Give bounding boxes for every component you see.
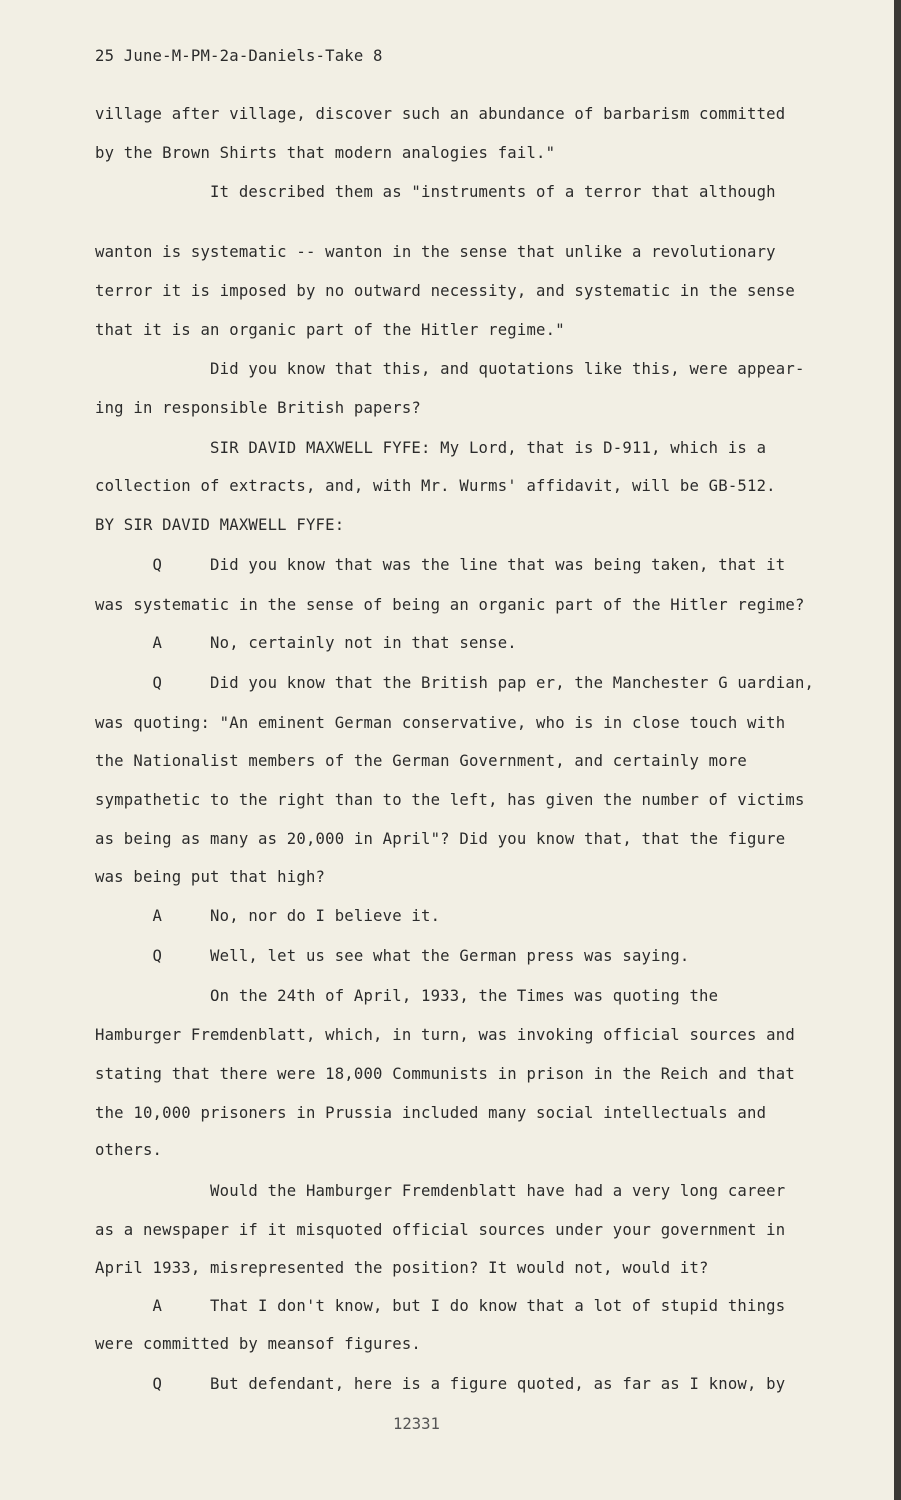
text-line: by the Brown Shirts that modern analogies fail." xyxy=(95,144,556,162)
text-line: that it is an organic part of the Hitler regime." xyxy=(95,321,565,339)
text-line: was systematic in the sense of being an organic part of the Hitler regime? xyxy=(95,596,805,614)
text-line: It described them as "instruments of a terror that although xyxy=(95,183,776,201)
text-line: the 10,000 prisoners in Prussia included many social intellectuals and xyxy=(95,1104,767,1122)
text-line: terror it is imposed by no outward necessity, and systematic in the sense xyxy=(95,282,795,300)
text-line: Hamburger Fremdenblatt, which, in turn, was invoking official sources and xyxy=(95,1026,795,1044)
text-line: sympathetic to the right than to the left, has given the number of victims xyxy=(95,791,805,809)
text-line: stating that there were 18,000 Communists in prison in the Reich and that xyxy=(95,1065,795,1083)
text-line: village after village, discover such an abundance of barbarism committed xyxy=(95,105,786,123)
text-line: A No, certainly not in that sense. xyxy=(95,634,517,652)
text-line: collection of extracts, and, with Mr. Wurms' affidavit, will be GB-512. xyxy=(95,477,776,495)
text-line: others. xyxy=(95,1141,163,1159)
text-line: A No, nor do I believe it. xyxy=(95,907,441,925)
text-line: were committed by meansof figures. xyxy=(95,1335,421,1353)
text-line: ing in responsible British papers? xyxy=(95,399,421,417)
text-line: Q But defendant, here is a figure quoted, as far as I know, by xyxy=(95,1375,786,1393)
text-line: as a newspaper if it misquoted official sources under your government in xyxy=(95,1221,786,1239)
text-line: Q Did you know that was the line that was being taken, that it xyxy=(95,556,786,574)
text-line: On the 24th of April, 1933, the Times was quoting the xyxy=(95,987,719,1005)
text-line: A That I don't know, but I do know that a lot of stupid things xyxy=(95,1297,786,1315)
text-line: was quoting: "An eminent German conservative, who is in close touch with xyxy=(95,714,786,732)
text-line: Would the Hamburger Fremdenblatt have had a very long career xyxy=(95,1182,786,1200)
text-line: was being put that high? xyxy=(95,868,326,886)
text-line: Q Well, let us see what the German press was saying. xyxy=(95,947,690,965)
text-line: SIR DAVID MAXWELL FYFE: My Lord, that is D-911, which is a xyxy=(95,439,767,457)
text-line: the Nationalist members of the German Government, and certainly more xyxy=(95,752,747,770)
text-line: wanton is systematic -- wanton in the sense that unlike a revolutionary xyxy=(95,243,776,261)
text-line: BY SIR DAVID MAXWELL FYFE: xyxy=(95,516,345,534)
page-number: 12331 xyxy=(393,1415,440,1433)
page-edge xyxy=(894,0,901,1500)
text-line: as being as many as 20,000 in April"? Did you know that, that the figure xyxy=(95,830,786,848)
page-header: 25 June-M-PM-2a-Daniels-Take 8 xyxy=(95,47,383,65)
text-line: Q Did you know that the British pap er, the Manchester G uardian, xyxy=(95,674,815,692)
text-line: Did you know that this, and quotations like this, were appear- xyxy=(95,360,805,378)
text-line: April 1933, misrepresented the position? It would not, would it? xyxy=(95,1259,709,1277)
